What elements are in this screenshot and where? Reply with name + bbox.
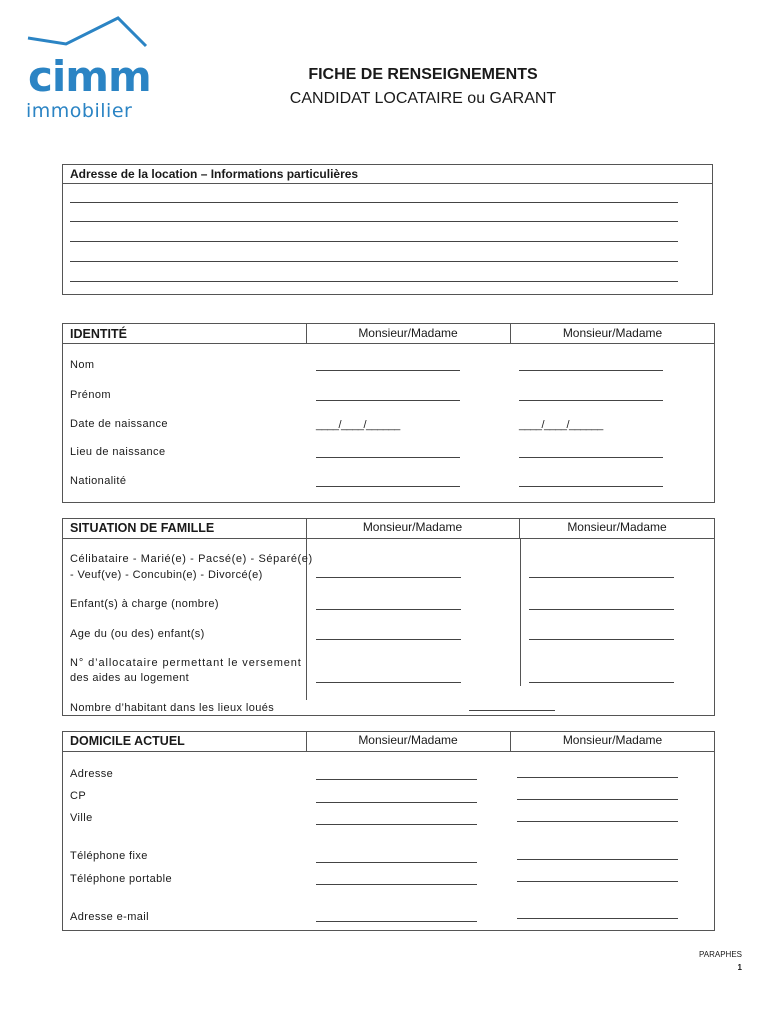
- age-field-2[interactable]: [529, 639, 674, 640]
- identity-label-prenom: Prénom: [70, 389, 111, 401]
- lieu-field-2[interactable]: [519, 457, 663, 458]
- cimm-logo: [26, 14, 154, 124]
- enfants-field-1[interactable]: [316, 609, 461, 610]
- page-subtitle: CANDIDAT LOCATAIRE ou GARANT: [289, 90, 557, 107]
- family-label-allocataire-1: N° d’allocataire permettant le versement: [70, 657, 302, 669]
- address-line-5[interactable]: [70, 281, 678, 282]
- family-status-line-1: Célibataire - Marié(e) - Pacsé(e) - Séparé(e): [70, 553, 313, 565]
- identity-label-nom: Nom: [70, 359, 95, 371]
- nom-field-1[interactable]: [316, 370, 460, 371]
- identity-col-1: Monsieur/Madame: [358, 326, 458, 340]
- family-label-habitants: Nombre d’habitant dans les lieux loués: [70, 702, 275, 714]
- tel-portable-field-2[interactable]: [517, 881, 678, 882]
- allocataire-field-2[interactable]: [529, 682, 674, 683]
- prenom-field-2[interactable]: [519, 400, 663, 401]
- cp-field-2[interactable]: [517, 799, 678, 800]
- allocataire-field-1[interactable]: [316, 682, 461, 683]
- nom-field-2[interactable]: [519, 370, 663, 371]
- tel-fixe-field-2[interactable]: [517, 859, 678, 860]
- adresse-field-1[interactable]: [316, 779, 477, 780]
- logo-subtitle: immobilier: [26, 100, 133, 122]
- age-field-1[interactable]: [316, 639, 461, 640]
- identity-label-lieu: Lieu de naissance: [70, 446, 166, 458]
- domicile-label-email: Adresse e-mail: [70, 911, 149, 923]
- nationalite-field-2[interactable]: [519, 486, 663, 487]
- domicile-col-1: Monsieur/Madame: [358, 733, 458, 747]
- domicile-col-2: Monsieur/Madame: [562, 733, 663, 747]
- address-line-1[interactable]: [70, 202, 678, 203]
- tel-portable-field-1[interactable]: [316, 884, 477, 885]
- status-field-1[interactable]: [316, 577, 461, 578]
- enfants-field-2[interactable]: [529, 609, 674, 610]
- identity-heading: IDENTITÉ: [70, 327, 127, 341]
- identity-label-nationalite: Nationalité: [70, 475, 127, 487]
- domicile-label-tel-portable: Téléphone portable: [70, 873, 172, 885]
- domicile-section: [62, 731, 715, 931]
- habitants-field[interactable]: [469, 710, 555, 711]
- adresse-field-2[interactable]: [517, 777, 678, 778]
- family-label-enfants: Enfant(s) à charge (nombre): [70, 598, 219, 610]
- family-status-line-2: - Veuf(ve) - Concubin(e) - Divorcé(e): [70, 569, 263, 581]
- address-line-4[interactable]: [70, 261, 678, 262]
- status-field-2[interactable]: [529, 577, 674, 578]
- prenom-field-1[interactable]: [316, 400, 460, 401]
- address-line-2[interactable]: [70, 221, 678, 222]
- family-label-age: Age du (ou des) enfant(s): [70, 628, 205, 640]
- tel-fixe-field-1[interactable]: [316, 862, 477, 863]
- identity-label-date: Date de naissance: [70, 418, 168, 430]
- page-number: 1: [737, 963, 742, 972]
- logo-name: cimm: [28, 52, 151, 101]
- family-heading: SITUATION DE FAMILLE: [70, 521, 215, 535]
- lieu-field-1[interactable]: [316, 457, 460, 458]
- page-title: FICHE DE RENSEIGNEMENTS: [308, 66, 538, 83]
- domicile-label-ville: Ville: [70, 812, 93, 824]
- nationalite-field-1[interactable]: [316, 486, 460, 487]
- family-col-1: Monsieur/Madame: [362, 520, 463, 534]
- family-label-allocataire-2: des aides au logement: [70, 672, 190, 684]
- date-field-1[interactable]: ____/____/______: [316, 419, 400, 431]
- cp-field-1[interactable]: [316, 802, 477, 803]
- address-line-3[interactable]: [70, 241, 678, 242]
- ville-field-1[interactable]: [316, 824, 477, 825]
- family-col-2: Monsieur/Madame: [567, 520, 667, 534]
- domicile-label-tel-fixe: Téléphone fixe: [70, 850, 148, 862]
- identity-col-2: Monsieur/Madame: [562, 326, 663, 340]
- date-field-2[interactable]: ____/____/______: [519, 419, 603, 431]
- identity-section: [62, 323, 715, 503]
- domicile-label-adresse: Adresse: [70, 768, 114, 780]
- paraphes-label: PARAPHES: [699, 950, 742, 959]
- domicile-label-cp: CP: [70, 790, 87, 802]
- domicile-heading: DOMICILE ACTUEL: [70, 734, 185, 748]
- family-section: [62, 518, 715, 716]
- email-field-2[interactable]: [517, 918, 678, 919]
- email-field-1[interactable]: [316, 921, 477, 922]
- address-heading: Adresse de la location – Informations particulières: [70, 167, 359, 181]
- ville-field-2[interactable]: [517, 821, 678, 822]
